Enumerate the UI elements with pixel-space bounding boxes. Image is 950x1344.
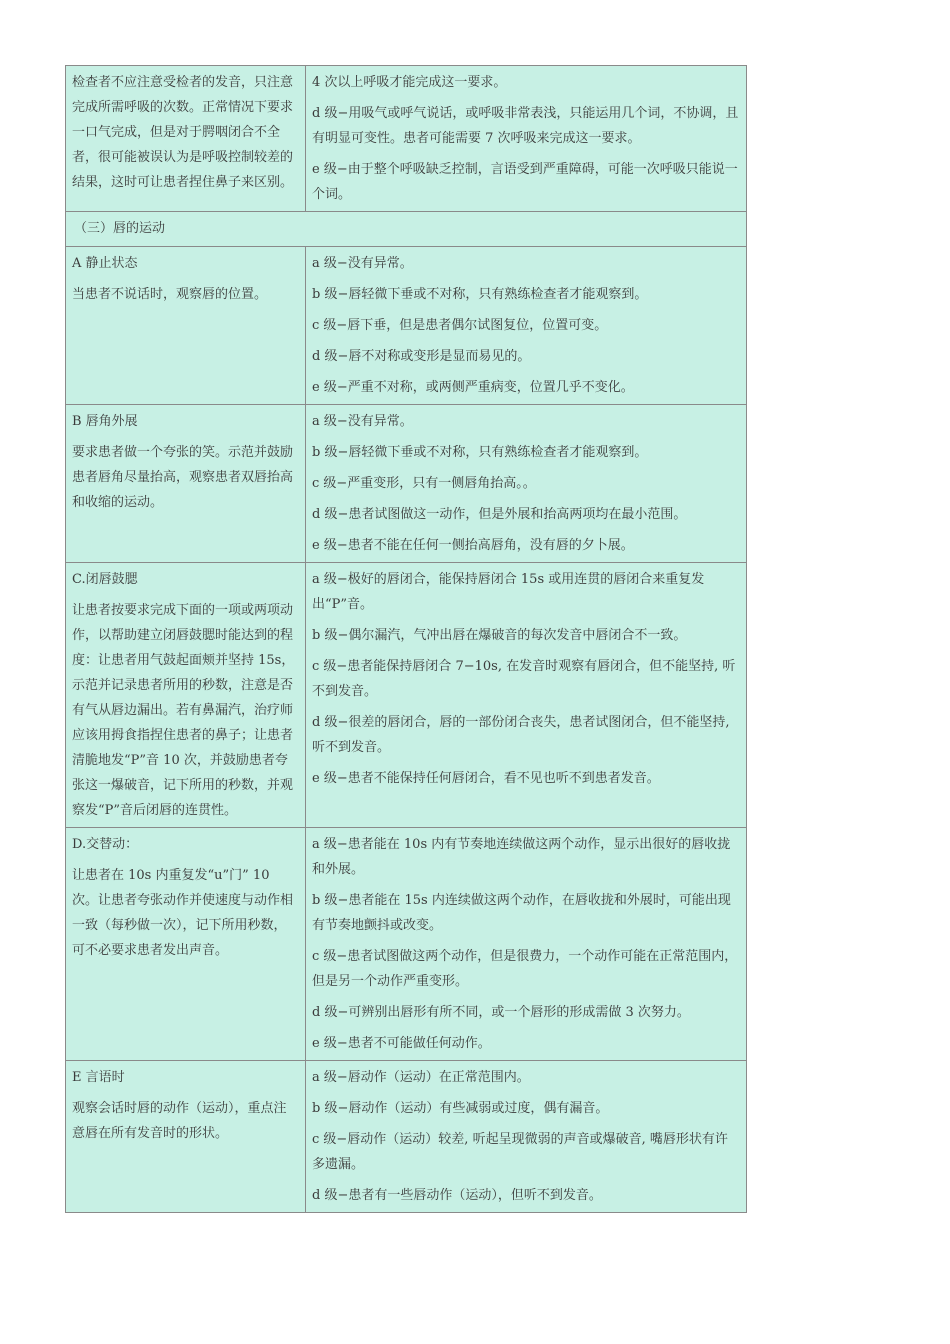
continuation-grade-e: e 级−由于整个呼吸缺乏控制，言语受到严重障碍，可能一次呼吸只能说一个词。 [312, 162, 738, 202]
item-d-grade-c: c 级−患者试图做这两个动作，但是很费力，一个动作可能在正常范围内，但是另一个动作严重变形。 [312, 949, 738, 989]
item-a-grade-d: d 级−唇不对称或变形是显而易见的。 [312, 349, 531, 364]
item-a-description: 当患者不说话时，观察唇的位置。 [72, 287, 268, 302]
item-e-grade-b: b 级−唇动作（运动）有些减弱或过度，偶有漏音。 [312, 1101, 609, 1116]
item-b-title: B 唇角外展 [72, 414, 138, 429]
item-e-title: E 言语时 [72, 1070, 125, 1085]
assessment-table [65, 65, 747, 1213]
item-b-left-cell [66, 405, 306, 563]
section-header: （三）唇的运动 [66, 212, 747, 247]
item-a-left-cell [66, 247, 306, 405]
item-c-left-cell [66, 563, 306, 828]
item-e-grade-c: c 级−唇动作（运动）较差, 听起呈现微弱的声音或爆破音, 嘴唇形状有许多遗漏。 [312, 1132, 728, 1172]
item-c-grade-d: d 级−很差的唇闭合，唇的一部份闭合丧失，患者试图闭合，但不能坚持, 听不到发音。 [312, 715, 730, 755]
item-a-grade-a: a 级−没有异常。 [312, 256, 413, 271]
item-b-description: 要求患者做一个夸张的笑。示范并鼓励患者唇角尽量抬高，观察患者双唇抬高和收缩的运动。 [72, 445, 294, 510]
item-row-c [66, 563, 747, 828]
item-e-grades-cell [306, 1061, 747, 1213]
item-d-grade-b: b 级−患者能在 15s 内连续做这两个动作，在唇收拢和外展时，可能出现有节奏地颤抖或改变。 [312, 893, 731, 933]
item-b-grades-cell [306, 405, 747, 563]
item-e-description: 观察会话时唇的动作（运动），重点注意唇在所有发音时的形状。 [72, 1101, 287, 1141]
item-c-title: C.闭唇鼓腮 [72, 572, 138, 587]
continuation-line: 4 次以上呼吸才能完成这一要求。 [312, 75, 507, 90]
item-c-grade-e: e 级−患者不能保持任何唇闭合，看不见也听不到患者发音。 [312, 771, 660, 786]
item-a-grades-cell [306, 247, 747, 405]
item-c-grade-a: a 级−极好的唇闭合，能保持唇闭合 15s 或用连贯的唇闭合来重复发出“P”音。 [312, 572, 705, 612]
item-a-grade-c: c 级−唇下垂，但是患者偶尔试图复位，位置可变。 [312, 318, 608, 333]
item-d-description: 让患者在 10s 内重复发“u”门” 10 次。让患者夸张动作并使速度与动作相一致（每秒做一次），记下所用秒数，可不必要求患者发出声音。 [72, 868, 294, 958]
item-d-title: D.交替动： [72, 837, 139, 852]
continuation-right-cell [306, 66, 747, 212]
item-d-grade-d: d 级−可辨别出唇形有所不同，或一个唇形的形成需做 3 次努力。 [312, 1005, 690, 1020]
item-b-grade-e: e 级−患者不能在任何一侧抬高唇角，没有唇的夕卜展。 [312, 538, 634, 553]
continuation-grade-d: d 级−用吸气或呼气说话，或呼吸非常表浅，只能运用几个词，不协调，且有明显可变性。患者可能需要 7 次呼吸来完成这一要求。 [312, 106, 739, 146]
item-row-b [66, 405, 747, 563]
item-a-grade-b: b 级−唇轻微下垂或不对称，只有熟练检查者才能观察到。 [312, 287, 648, 302]
continuation-row [66, 66, 747, 212]
item-d-left-cell [66, 828, 306, 1061]
item-row-e [66, 1061, 747, 1213]
item-b-grade-d: d 级−患者试图做这一动作，但是外展和抬高两项均在最小范围。 [312, 507, 687, 522]
item-b-grade-a: a 级−没有异常。 [312, 414, 413, 429]
item-c-grade-b: b 级−偶尔漏汽，气冲出唇在爆破音的每次发音中唇闭合不一致。 [312, 628, 687, 643]
item-c-description: 让患者按要求完成下面的一项或两项动作，以帮助建立闭唇鼓腮时能达到的程度：让患者用气鼓起面颊并坚持 15s，示范并记录患者所用的秒数，注意是否有气从唇边漏出。若有鼻漏汽，治疗师应该用拇食指捏住患者的鼻子；让患者清脆地发“P”音 10 次，并鼓励患者夸张这一爆破音，记下所用的秒数，并观察发“P”音后闭唇的连贯性。 [72, 603, 295, 818]
item-e-left-cell [66, 1061, 306, 1213]
item-row-d [66, 828, 747, 1061]
item-e-grade-a: a 级−唇动作（运动）在正常范围内。 [312, 1070, 530, 1085]
item-row-a [66, 247, 747, 405]
item-b-grade-c: c 级−严重变形，只有一侧唇角抬高。。 [312, 476, 536, 491]
item-d-grade-a: a 级−患者能在 10s 内有节奏地连续做这两个动作，显示出很好的唇收拢和外展。 [312, 837, 731, 877]
item-a-title: A 静止状态 [72, 256, 138, 271]
item-b-grade-b: b 级−唇轻微下垂或不对称，只有熟练检查者才能观察到。 [312, 445, 648, 460]
item-d-grades-cell [306, 828, 747, 1061]
continuation-left-cell [66, 66, 306, 212]
item-e-grade-d: d 级−患者有一些唇动作（运动），但听不到发音。 [312, 1188, 602, 1203]
item-c-grades-cell [306, 563, 747, 828]
section-header-row [66, 212, 747, 247]
continuation-left-text: 检查者不应注意受检者的发音，只注意完成所需呼吸的次数。正常情况下要求一口气完成，但是对于腭咽闭合不全者，很可能被误认为是呼吸控制较差的结果，这时可让患者捏住鼻子来区别。 [72, 75, 294, 190]
item-c-grade-c: c 级−患者能保持唇闭合 7−10s, 在发音时观察有唇闭合，但不能坚持, 听不到发音。 [312, 659, 736, 699]
item-a-grade-e: e 级−严重不对称，或两侧严重病变，位置几乎不变化。 [312, 380, 634, 395]
item-d-grade-e: e 级−患者不可能做任何动作。 [312, 1036, 491, 1051]
